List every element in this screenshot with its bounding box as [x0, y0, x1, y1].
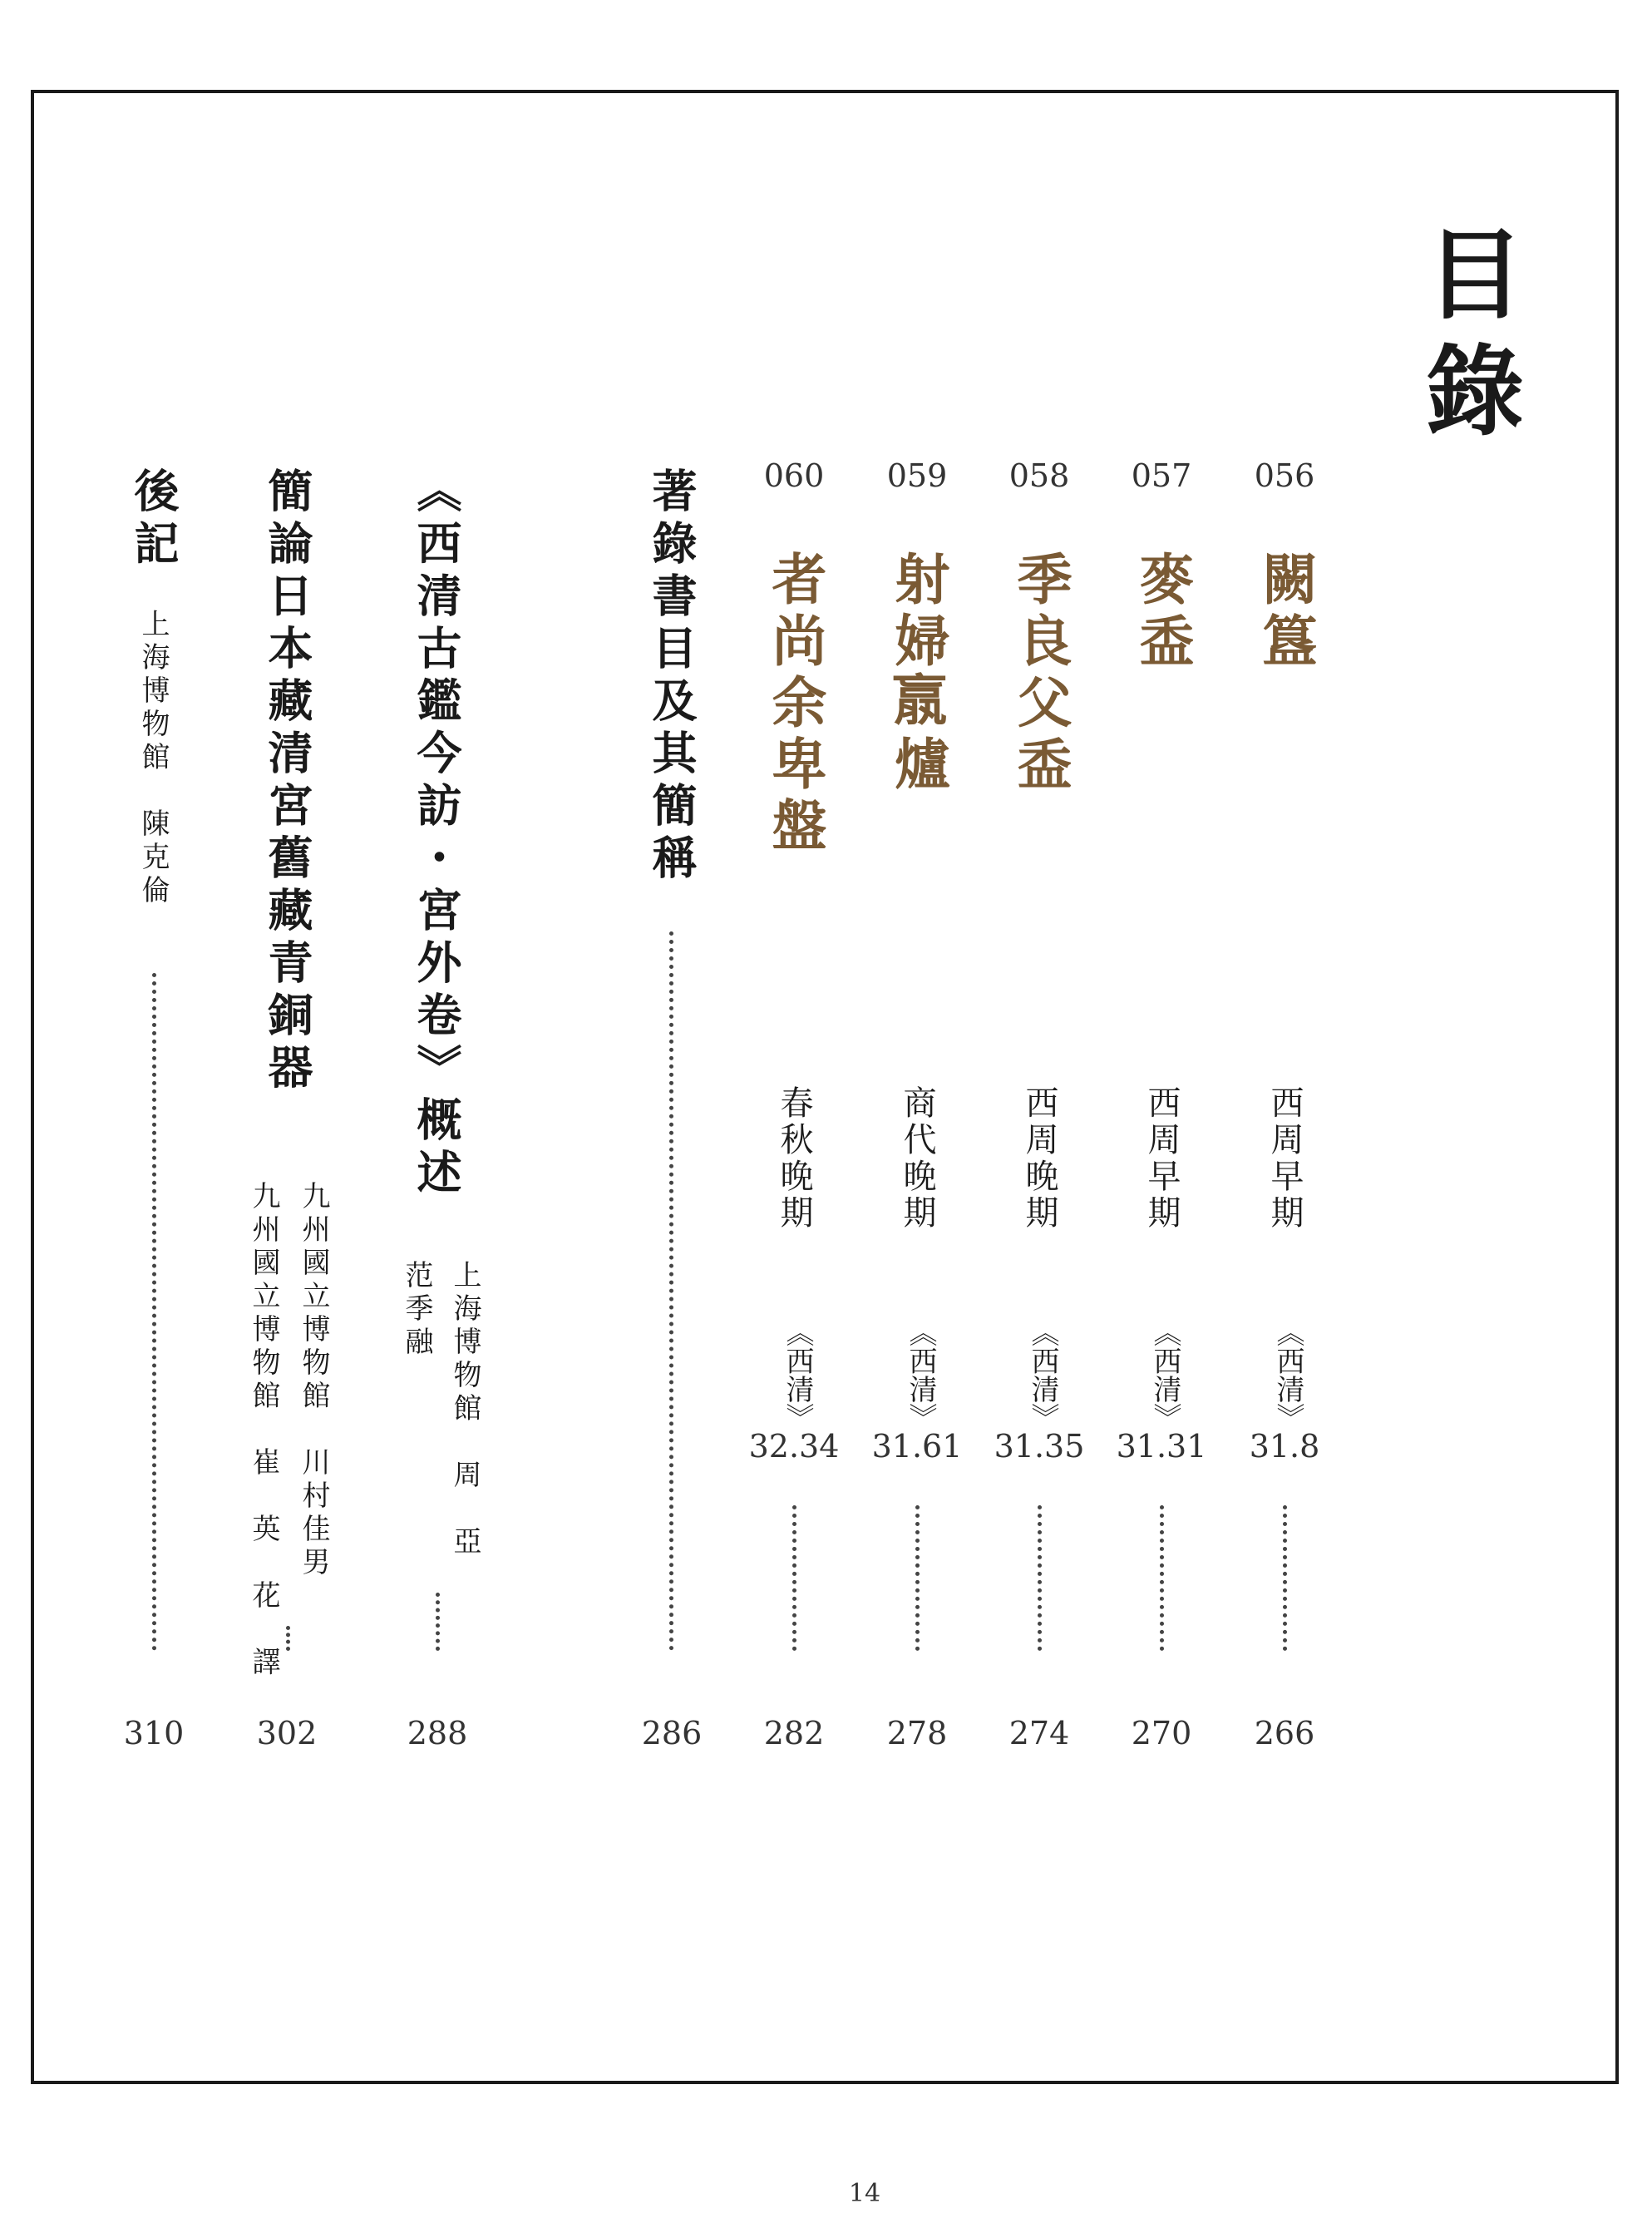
entry-page-number: 270 — [1131, 1715, 1192, 1751]
entry-title: 麥盉 — [1130, 551, 1195, 674]
section-page-number: 310 — [123, 1715, 185, 1751]
section-title: 《西清古鑑今訪・宮外卷》概述 — [410, 467, 463, 1201]
entry-source: 《西清》 — [1148, 1318, 1181, 1431]
entry-page-number: 274 — [1008, 1715, 1070, 1751]
section-author: 九州國立博物館 川村佳男 — [297, 1181, 330, 1580]
leader-dots — [1038, 1505, 1042, 1651]
entry-period: 春秋晚期 — [775, 1085, 813, 1232]
page-title: 目錄 — [1409, 223, 1525, 456]
entry-page-number: 266 — [1254, 1715, 1315, 1751]
section-page-number: 302 — [256, 1715, 318, 1751]
section-title: 簡論日本藏清宮舊藏青銅器 — [261, 467, 314, 1096]
entry-title: 季良父盉 — [1008, 551, 1073, 797]
section-page-number: 288 — [407, 1715, 468, 1751]
entry-number: 060 — [763, 457, 825, 494]
entry-title: 闕簋 — [1253, 551, 1318, 674]
entry-number: 059 — [886, 457, 948, 494]
leader-dots — [436, 1593, 440, 1651]
entry-period: 西周早期 — [1142, 1085, 1181, 1232]
section-title: 後記 — [127, 467, 180, 572]
leader-dots — [286, 1626, 290, 1651]
section-page-number: 286 — [641, 1715, 703, 1751]
entry-page-number: 282 — [763, 1715, 825, 1751]
entry-source: 《西清》 — [904, 1318, 937, 1431]
entry-number: 057 — [1131, 457, 1192, 494]
leader-dots — [669, 931, 673, 1651]
entry-figure-number: 31.31 — [1116, 1428, 1207, 1465]
entry-period: 西周晚期 — [1020, 1085, 1058, 1232]
entry-figure-number: 31.61 — [871, 1428, 963, 1465]
entry-source: 《西清》 — [1026, 1318, 1059, 1431]
entry-title: 射婦𣎆爐 — [885, 551, 950, 797]
leader-dots — [1283, 1505, 1287, 1651]
entry-title: 者尚余卑盤 — [762, 551, 827, 858]
section-author: 九州國立博物館 崔 英 花 譯 — [247, 1181, 280, 1680]
entry-number: 056 — [1254, 457, 1315, 494]
section-author: 范季融 — [400, 1260, 433, 1360]
entry-source: 《西清》 — [781, 1318, 814, 1431]
leader-dots — [152, 973, 156, 1651]
entry-number: 058 — [1008, 457, 1070, 494]
footer-page-number: 14 — [848, 2179, 881, 2208]
leader-dots — [915, 1505, 920, 1651]
entry-page-number: 278 — [886, 1715, 948, 1751]
section-author: 上海博物館 陳克倫 — [136, 609, 170, 908]
section-author: 上海博物館 周 亞 — [448, 1260, 481, 1559]
entry-figure-number: 31.35 — [994, 1428, 1085, 1465]
entry-figure-number: 32.34 — [748, 1428, 840, 1465]
entry-source: 《西清》 — [1271, 1318, 1304, 1431]
leader-dots — [792, 1505, 796, 1651]
section-title: 著錄書目及其簡稱 — [645, 467, 698, 887]
entry-figure-number: 31.8 — [1249, 1428, 1320, 1465]
entry-period: 西周早期 — [1265, 1085, 1304, 1232]
entry-period: 商代晚期 — [898, 1085, 936, 1232]
leader-dots — [1160, 1505, 1164, 1651]
